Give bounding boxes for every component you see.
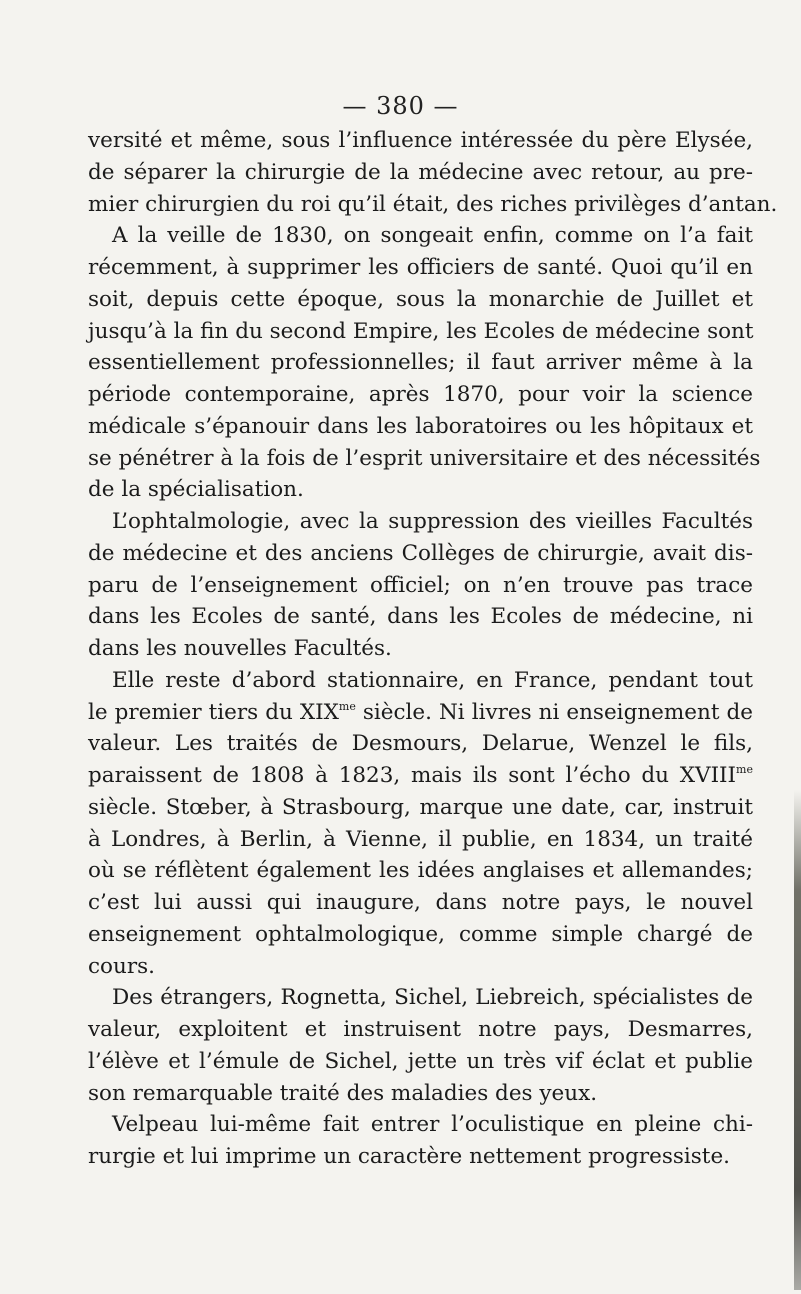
text-line: valeur. Les traités de Desmours, Delarue, Wenzel le fils, bbox=[88, 731, 753, 757]
text-line: son remarquable traité des maladies des yeux. bbox=[88, 1080, 598, 1106]
text-line: de la spécialisation. bbox=[88, 477, 304, 503]
text-line: période contemporaine, après 1870, pour voir la science bbox=[88, 382, 753, 407]
text-line: enseignement ophtalmologique, comme simple chargé de bbox=[88, 921, 753, 947]
text-line: dans les Ecoles de santé, dans les Ecoles de médecine, ni bbox=[88, 604, 753, 630]
text-line: versité et même, sous l’influence intéressée du père Elysée, bbox=[88, 128, 753, 153]
text-line: cours. bbox=[88, 953, 155, 979]
text-line: mier chirurgien du roi qu’il était, des riches privilèges d’antan. bbox=[88, 191, 778, 217]
text-line: dans les nouvelles Facultés. bbox=[88, 636, 392, 661]
page-number: — 380 — bbox=[342, 92, 459, 120]
text-line: l’élève et l’émule de Sichel, jette un très vif éclat et publie bbox=[88, 1048, 753, 1074]
text-line: jusqu’à la fin du second Empire, les Ecoles de médecine sont bbox=[88, 318, 754, 344]
paragraph-first-line: L’ophtalmologie, avec la suppression des vieilles Facultés bbox=[112, 509, 753, 534]
text-line: valeur, exploitent et instruisent notre pays, Desmarres, bbox=[88, 1017, 753, 1042]
text-line: c’est lui aussi qui inaugure, dans notre pays, le nouvel bbox=[88, 890, 753, 915]
text-line: siècle. Stœber, à Strasbourg, marque une date, car, instruit bbox=[88, 794, 753, 820]
text-line: récemment, à supprimer les officiers de santé. Quoi qu’il en bbox=[88, 255, 753, 280]
body-text bbox=[88, 125, 778, 1173]
text-line: rurgie et lui imprime un caractère nettement progressiste. bbox=[88, 1144, 731, 1169]
text-line: paraissent de 1808 à 1823, mais ils sont l’écho du $XVIII^{me}$ bbox=[88, 763, 753, 788]
text-line: où se réflètent également les idées anglaises et allemandes; bbox=[88, 858, 753, 884]
text-line: à Londres, à Berlin, à Vienne, il publie, en 1834, un traité bbox=[88, 826, 753, 852]
text-line: de séparer la chirurgie de la médecine avec retour, au pre- bbox=[88, 159, 753, 185]
page-edge-shadow bbox=[794, 790, 801, 1290]
text-line: médicale s’épanouir dans les laboratoires ou les hôpitaux et bbox=[88, 413, 753, 439]
paragraph-first-line: A la veille de 1830, on songeait enfin, comme on l’a fait bbox=[112, 223, 753, 249]
text-line: se pénétrer à la fois de l’esprit universitaire et des nécessités bbox=[88, 445, 761, 471]
paragraph-first-line: Des étrangers, Rognetta, Sichel, Liebreich, spécialistes de bbox=[112, 985, 753, 1011]
paragraph-first-line: Velpeau lui-même fait entrer l’oculistique en pleine chi- bbox=[112, 1112, 753, 1138]
text-line: le premier tiers du $XIX^{me}$ siècle. Ni livres ni enseignement de bbox=[88, 699, 753, 725]
text-line: essentiellement professionnelles; il faut arriver même à la bbox=[88, 350, 753, 376]
text-line: soit, depuis cette époque, sous la monarchie de Juillet et bbox=[88, 286, 753, 312]
text-line: de médecine et des anciens Collèges de chirurgie, avait dis- bbox=[88, 540, 753, 566]
text-line: paru de l’enseignement officiel; on n’en trouve pas trace bbox=[88, 572, 753, 598]
paragraph-first-line: Elle reste d’abord stationnaire, en France, pendant tout bbox=[112, 667, 753, 693]
